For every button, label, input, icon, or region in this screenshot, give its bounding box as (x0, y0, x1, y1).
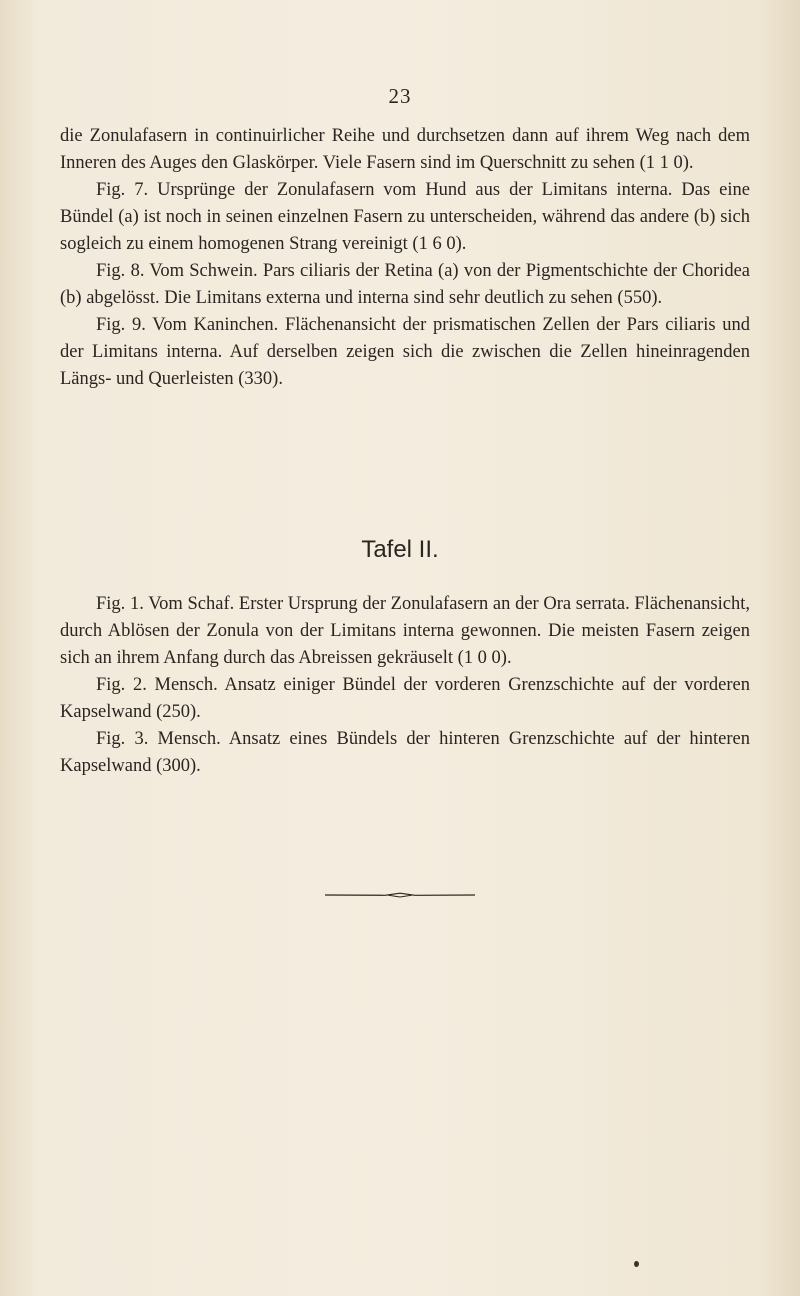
caption-fig-8: Fig. 8. Vom Schwein. Pars ciliaris der Retina (a) von der Pigmentschichte der Choridea (b) abgelösst. Die Limitans externa und interna sind sehr deutlich zu sehen (550). (60, 261, 750, 308)
caption-fig-7: Fig. 7. Ursprünge der Zonulafasern vom Hund aus der Limitans interna. Das eine Bündel (a) ist noch in seinen einzelnen Fasern zu unterscheiden, während das andere (b) sich sogleich zu einem homogenen Strang vereinigt (1 6 0). (60, 180, 750, 254)
caption-fig-1: Fig. 1. Vom Schaf. Erster Ursprung der Zonulafasern an der Ora serrata. Flächenansicht, durch Ablösen der Zonula von der Limitans interna gewonnen. Die meisten Fasern zeigen sich an ihrem Anfang durch das Abreissen gekräuselt (1 0 0). (60, 594, 750, 668)
end-rule-ornament (325, 892, 475, 898)
figure-captions-tafel-ii (60, 591, 750, 780)
caption-fig-2: Fig. 2. Mensch. Ansatz einiger Bündel der vorderen Grenzschichte auf der vorderen Kapselwand (250). (60, 675, 750, 722)
plate-heading: Tafel II. (361, 536, 439, 563)
caption-paragraph: die Zonulafasern in continuirlicher Reihe und durchsetzen dann auf ihrem Weg nach dem Inneren des Auges den Glaskörper. Viele Fasern sind im Querschnitt zu sehen (1 1 0). (60, 126, 750, 173)
caption-fig-3: Fig. 3. Mensch. Ansatz eines Bündels der hinteren Grenzschichte auf der hinteren Kapselwand (300). (60, 729, 750, 776)
ink-speck (634, 1261, 639, 1267)
caption-fig-9: Fig. 9. Vom Kaninchen. Flächenansicht der prismatischen Zellen der Pars ciliaris und der Limitans interna. Auf derselben zeigen sich die zwischen die Zellen hineinragenden Längs- und Querleisten (330). (60, 315, 750, 389)
figure-captions-tafel-i (60, 123, 750, 393)
page-number: 23 (388, 84, 412, 108)
